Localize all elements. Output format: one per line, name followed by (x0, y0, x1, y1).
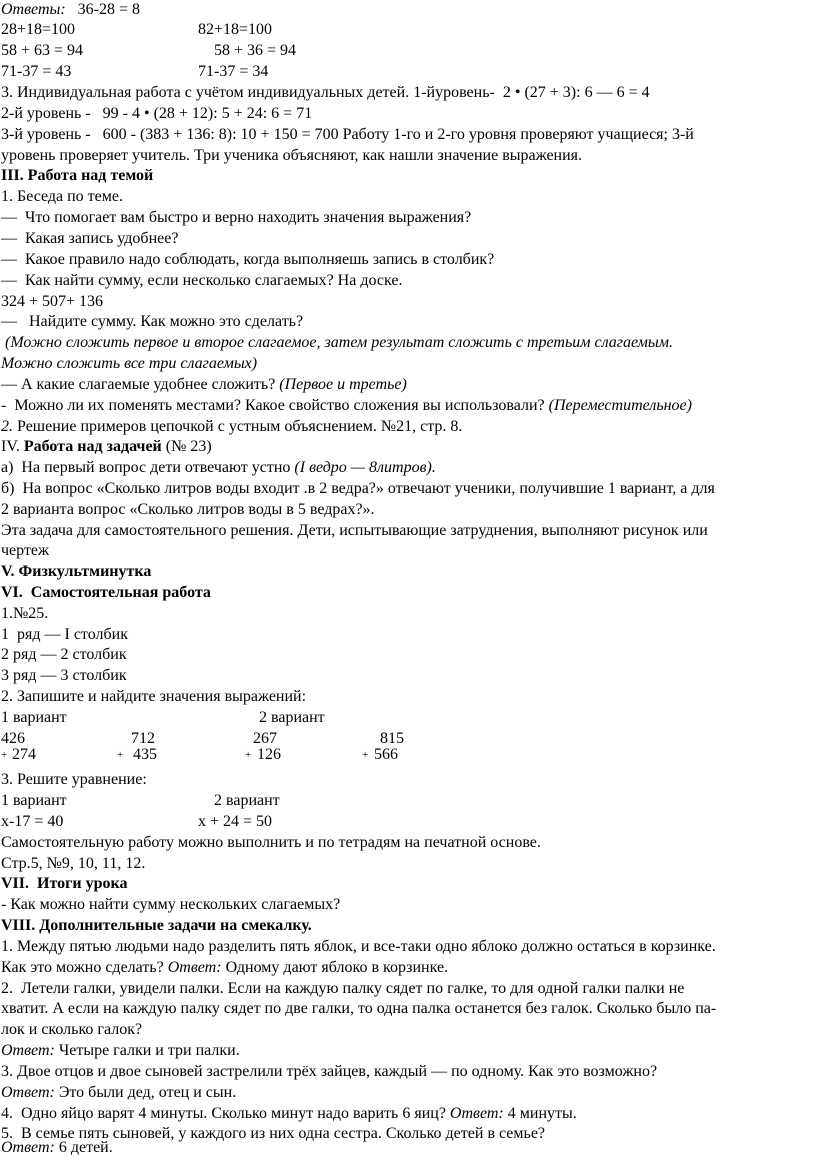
theme-line-1: 1. Беседа по теме. (1, 188, 123, 205)
puzzle-1-line-1: 1. Между пятью людьми надо разделить пять яблок, и все-таки одно яблоко должно остаться в корзинке. (1, 938, 716, 955)
answer-58-36: 58 + 36 = 94 (214, 42, 297, 59)
task-line-1-answer: (I ведро — 8литров). (294, 459, 436, 476)
puzzle-5-answer-label: Ответ: (1, 1139, 55, 1156)
answers-label: Ответы: (1, 1, 66, 18)
puzzle-3-answer-line (1, 1083, 236, 1103)
puzzle-2-line-3: лок и сколько галок? (1, 1021, 143, 1038)
puzzle-2-answer: Четыре галки и три палки. (54, 1042, 240, 1059)
answer-58-63: 58 + 63 = 94 (1, 42, 84, 59)
individual-line-3: 3-й уровень - 600 - (383 + 136: 8): 10 + 150 = 700 Работу 1-го и 2-го уровня проверяют учащиеся; 3-й (1, 126, 694, 143)
independent-line-8: Стр.5, №9, 10, 11, 12. (1, 855, 146, 872)
summary-line-1: - Как можно найти сумму нескольких слагаемых? (1, 896, 341, 913)
puzzle-2-line-2: хватит. А если на каждую палку сядет по две галки, то одна палка останется без галок. Сколько было па- (1, 1000, 717, 1017)
independent-line-1: 1.№25. (1, 605, 49, 622)
independent-line-2: 1 ряд — I столбик (1, 626, 128, 643)
theme-line-4: — Какое правило надо соблюдать, когда выполняешь запись в столбик? (1, 251, 495, 268)
addend-566: 566 (374, 746, 398, 763)
independent-line-7: Самостоятельную работу можно выполнить и по тетрадям на печатной основе. (1, 834, 541, 851)
theme-line-11 (1, 396, 692, 416)
task-line-3: 2 варианта вопрос «Сколько литров воды в 5 ведрах?». (1, 501, 375, 518)
theme-line-10 (1, 375, 407, 395)
theme-line-11-text: - Можно ли их поменять местами? Какое свойство сложения вы использовали? (1, 397, 549, 414)
task-line-1 (1, 458, 436, 478)
theme-line-12-text: Решение примеров цепочкой с устным объяснением. №21, стр. 8. (13, 418, 463, 435)
puzzle-4-line (1, 1104, 577, 1124)
task-line-1-text: а) На первый вопрос дети отвечают устно (1, 459, 295, 476)
task-line-4: Эта задача для самостоятельного решения. Дети, испытывающие затруднения, выполняют рисунок или (1, 522, 708, 539)
section-4-title: Работа над задачей (23, 438, 162, 455)
puzzle-2-line-1: 2. Летели галки, увидели палки. Если на каждую палку сядет по галке, то для одной галки палки не (1, 980, 685, 997)
answers-line-1 (1, 0, 140, 20)
plus-sign-4 (362, 745, 368, 769)
equation-1: х-17 = 40 (1, 813, 64, 830)
theme-line-12 (1, 417, 462, 437)
individual-line-4: уровень проверяет учитель. Три ученика объясняют, как нашли значение выражения. (1, 147, 583, 164)
individual-line-2: 2-й уровень - 99 - 4 • (28 + 12): 5 + 24: 6 = 71 (1, 105, 313, 122)
puzzle-2-answer-line (1, 1041, 240, 1061)
section-6-heading: VI. Самостоятельная работа (1, 584, 211, 601)
puzzle-3-answer: Это были дед, отец и сын. (54, 1084, 237, 1101)
addend-274: 274 (12, 746, 36, 763)
section-4-heading (1, 437, 212, 457)
addend-712: 712 (131, 730, 155, 747)
puzzle-5-line-1: 5. В семье пять сыновей, у каждого из них одна сестра. Сколько детей в семье? (1, 1125, 546, 1142)
puzzle-1-answer-label: Ответ: (167, 959, 222, 976)
addend-435: 435 (133, 746, 157, 763)
theme-line-3: — Какая запись удобнее? (1, 230, 179, 247)
equation-2: х + 24 = 50 (198, 813, 273, 830)
theme-line-8: (Можно сложить первое и второе слагаемое, затем результат сложить с третьим слагаемым. (1, 334, 673, 351)
theme-line-5: — Как найти сумму, если несколько слагаемых? На доске. (1, 272, 403, 289)
theme-line-6: 324 + 507+ 136 (1, 293, 104, 310)
section-3-heading: III. Работа над темой (1, 167, 154, 184)
puzzle-1-question: Как это можно сделать? (1, 959, 168, 976)
puzzle-3-answer-label: Ответ: (1, 1084, 55, 1101)
puzzle-3-line-1: 3. Двое отцов и двое сыновей застрелили трёх зайцев, каждый — по одному. Как это возможно? (1, 1063, 658, 1080)
equation-variant-1-label: 1 вариант (1, 792, 67, 809)
theme-line-11-answer: (Переместительное) (548, 397, 692, 414)
answer-71-37-a: 71-37 = 43 (1, 63, 72, 80)
section-4-ref: (№ 23) (161, 438, 212, 455)
addend-426: 426 (1, 730, 25, 747)
independent-line-6: 3. Решите уравнение: (1, 771, 147, 788)
section-8-heading: VIII. Дополнительные задачи на смекалку. (1, 917, 312, 934)
puzzle-4-answer: 4 минуты. (503, 1105, 577, 1122)
plus-sign-3 (245, 745, 251, 769)
theme-line-2: — Что помогает вам быстро и верно находить значения выражения? (1, 209, 472, 226)
answer-36-28: 36-28 = 8 (77, 1, 141, 18)
theme-line-10-text: — А какие слагаемые удобнее сложить? (1, 376, 280, 393)
addend-815: 815 (380, 730, 404, 747)
section-4-numeral: IV. (1, 438, 24, 455)
plus-sign-2 (117, 745, 123, 769)
theme-line-7: — Найдите сумму. Как можно это сделать? (1, 313, 304, 330)
plus-sign-1 (1, 745, 7, 769)
answer-82-18: 82+18=100 (198, 21, 273, 38)
addend-267: 267 (253, 730, 277, 747)
answer-28-18: 28+18=100 (1, 21, 76, 38)
theme-line-9: Можно сложить все три слагаемых) (1, 355, 258, 372)
independent-line-4: 3 ряд — 3 столбик (1, 667, 127, 684)
individual-line-1: 3. Индивидуальная работа с учётом индивидуальных детей. 1-йуровень- 2 • (27 + 3): 6 — 6 = 4 (1, 84, 650, 101)
task-line-5: чертеж (1, 542, 50, 559)
puzzle-4-answer-label: Ответ: (449, 1105, 504, 1122)
addend-126: 126 (257, 746, 281, 763)
theme-line-10-answer: (Первое и третье) (279, 376, 407, 393)
puzzle-2-answer-label: Ответ: (1, 1042, 55, 1059)
plus-sign-1-glyph: + (1, 749, 8, 761)
variant-2-label: 2 вариант (259, 709, 325, 726)
plus-sign-4-glyph: + (362, 749, 369, 761)
puzzle-4-question: 4. Одно яйцо варят 4 минуты. Сколько минут надо варить 6 яиц? (1, 1105, 450, 1122)
section-5-heading: V. Физкультминутка (1, 563, 152, 580)
variant-1-label: 1 вариант (1, 709, 67, 726)
task-line-2: б) На вопрос «Сколько литров воды входит .в 2 ведра?» отвечают ученики, получившие 1 вариант, а для (1, 480, 715, 497)
puzzle-1-answer: Одному дают яблоко в корзинке. (221, 959, 449, 976)
plus-sign-3-glyph: + (245, 749, 252, 761)
independent-line-5: 2. Запишите и найдите значения выражений: (1, 688, 307, 705)
equation-variant-2-label: 2 вариант (214, 792, 280, 809)
theme-line-12-number: 2. (1, 418, 13, 435)
plus-sign-2-glyph: + (117, 749, 124, 761)
puzzle-1-line-2 (1, 958, 448, 978)
independent-line-3: 2 ряд — 2 столбик (1, 646, 127, 663)
puzzle-5-answer-line (1, 1138, 113, 1158)
answer-71-37-b: 71-37 = 34 (198, 63, 269, 80)
section-7-heading: VII. Итоги урока (1, 875, 128, 892)
puzzle-5-answer: 6 детей. (54, 1139, 113, 1156)
